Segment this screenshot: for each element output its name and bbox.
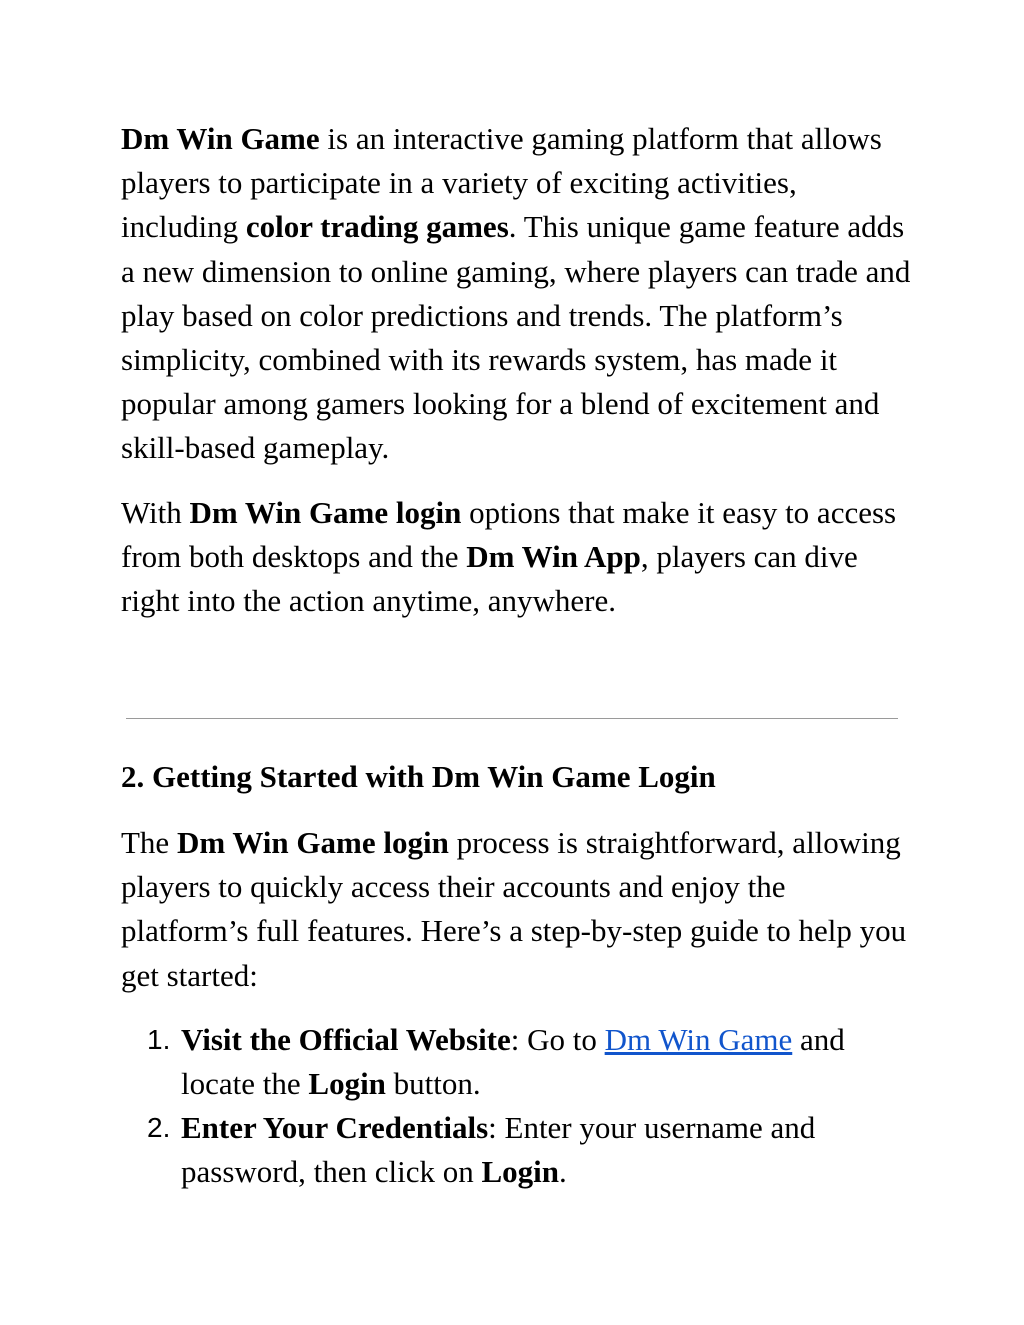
list-item [121, 1018, 911, 1106]
bold-text: color trading games [245, 209, 509, 245]
section-paragraph [121, 821, 911, 998]
horizontal-divider [126, 718, 898, 719]
dm-win-game-link[interactable]: Dm Win Game [604, 1021, 793, 1057]
steps-list [121, 1018, 911, 1195]
bold-text: Visit the Official Website [181, 1021, 511, 1057]
bold-text: Login [481, 1154, 559, 1190]
paragraph-text: process is straightforward, allowing players to quickly access their accounts and enjoy the platform’s full features. Here’s a step-by-step guide to help you get started: [121, 825, 907, 993]
paragraph-text: . This unique game feature adds a new dimension to online gaming, where players can trade and play based on color predictions and trends. The platform’s simplicity, combined with its rewards system, has made it popular among gamers looking for a blend of excitement and skill-based gameplay. [121, 209, 911, 466]
getting-started-section [121, 755, 911, 1195]
intro-paragraph-2 [121, 491, 911, 624]
bold-text: Login [308, 1066, 386, 1102]
paragraph-text: options that make it easy to access from both desktops and the [121, 494, 897, 574]
paragraph-text: With [121, 494, 190, 530]
intro-paragraph-1 [121, 117, 911, 471]
section-heading: 2. Getting Started with Dm Win Game Login [121, 759, 716, 794]
list-number: 1. [147, 1023, 171, 1055]
paragraph-text: : Go to [510, 1021, 605, 1057]
list-number: 2. [147, 1112, 171, 1144]
bold-text: Enter Your Credentials [181, 1110, 489, 1146]
bold-text: Dm Win Game login [176, 825, 449, 860]
paragraph-text: . [559, 1154, 567, 1190]
paragraph-text: : Enter your username and password, then click on [181, 1110, 816, 1190]
bold-text: Dm Win Game [121, 121, 320, 156]
bold-text: Dm Win Game login [189, 494, 462, 530]
paragraph-text: The [121, 825, 177, 860]
intro-section [121, 117, 911, 623]
paragraph-text: and locate the [181, 1021, 845, 1102]
paragraph-text: , players can dive right into the action anytime, anywhere. [121, 538, 858, 619]
bold-text: Dm Win App [466, 538, 641, 574]
list-item [121, 1106, 911, 1194]
paragraph-text: is an interactive gaming platform that allows players to participate in a variety of exciting activities, including [121, 121, 882, 245]
paragraph-text: button. [385, 1066, 481, 1102]
